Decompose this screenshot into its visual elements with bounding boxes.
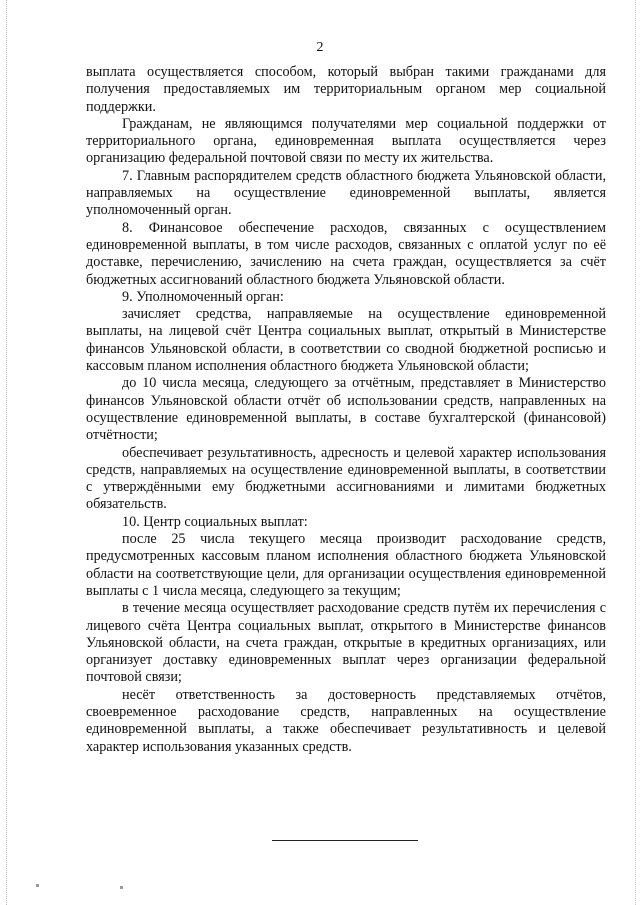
end-of-document-rule <box>272 840 418 841</box>
paragraph: в течение месяца осуществляет расходование средств путём их перечисления с лицевого счёта Центра социальных выплат, открытого в Министерстве финансов Ульяновской области, на счета граждан, открытые в кредитных организациях, или организует доставку единовременных выплат через организации федеральной почтовой связи; <box>86 600 606 686</box>
paragraph: 8. Финансовое обеспечение расходов, связанных с осуществлением единовременной выплаты, в том числе расходов, связанных с оплатой услуг по её доставке, перечислению, зачислению на счета граждан, осуществляется за счёт бюджетных ассигнований областного бюджета Ульяновской области. <box>86 219 606 288</box>
paragraph: до 10 числа месяца, следующего за отчётным, представляет в Министерство финансов Ульяновской области отчёт об использовании средств, направленных на осуществление единовременной выплаты, в составе бухгалтерской (финансовой) отчётности; <box>86 375 606 444</box>
paragraph: 7. Главным распорядителем средств областного бюджета Ульяновской области, направляемых на осуществление единовременной выплаты, является уполномоченный орган. <box>86 167 606 219</box>
scan-speck <box>36 884 39 887</box>
page-number: 2 <box>316 40 324 55</box>
scan-edge-right <box>635 0 636 905</box>
paragraph: обеспечивает результативность, адресность и целевой характер использования средств, направляемых на осуществление единовременной выплаты, в соответствии с утверждёнными ему бюджетными ассигнованиями и лимитами бюджетных обязательств. <box>86 444 606 513</box>
document-body <box>86 64 606 756</box>
paragraph: 9. Уполномоченный орган: <box>122 288 284 305</box>
paragraph: несёт ответственность за достоверность представляемых отчётов, своевременное расходование средств, направленных на осуществление единовременной выплаты, а также обеспечивает результативность и целевой характер использования указанных средств. <box>86 686 606 755</box>
scan-edge-left <box>6 0 7 905</box>
paragraph: выплата осуществляется способом, который выбран такими гражданами для получения предоставляемых им территориальным органом мер социальной поддержки. <box>86 64 606 115</box>
paragraph: Гражданам, не являющимся получателями мер социальной поддержки от территориального органа, единовременная выплата осуществляется через организацию федеральной почтовой связи по месту их жительства. <box>86 115 606 167</box>
paragraph: после 25 числа текущего месяца производит расходование средств, предусмотренных кассовым планом исполнения областного бюджета Ульяновской области на соответствующие цели, для организации осуществления единовременной выплаты с 1 числа месяца, следующего за текущим; <box>86 531 606 599</box>
scan-speck <box>120 886 123 889</box>
paragraph: зачисляет средства, направляемые на осуществление единовременной выплаты, на лицевой счёт Центра социальных выплат, открытый в Министерстве финансов Ульяновской области, в соответствии со сводной бюджетной росписью и кассовым планом исполнения областного бюджета Ульяновской области; <box>86 306 606 375</box>
paragraph: 10. Центр социальных выплат: <box>122 513 308 530</box>
